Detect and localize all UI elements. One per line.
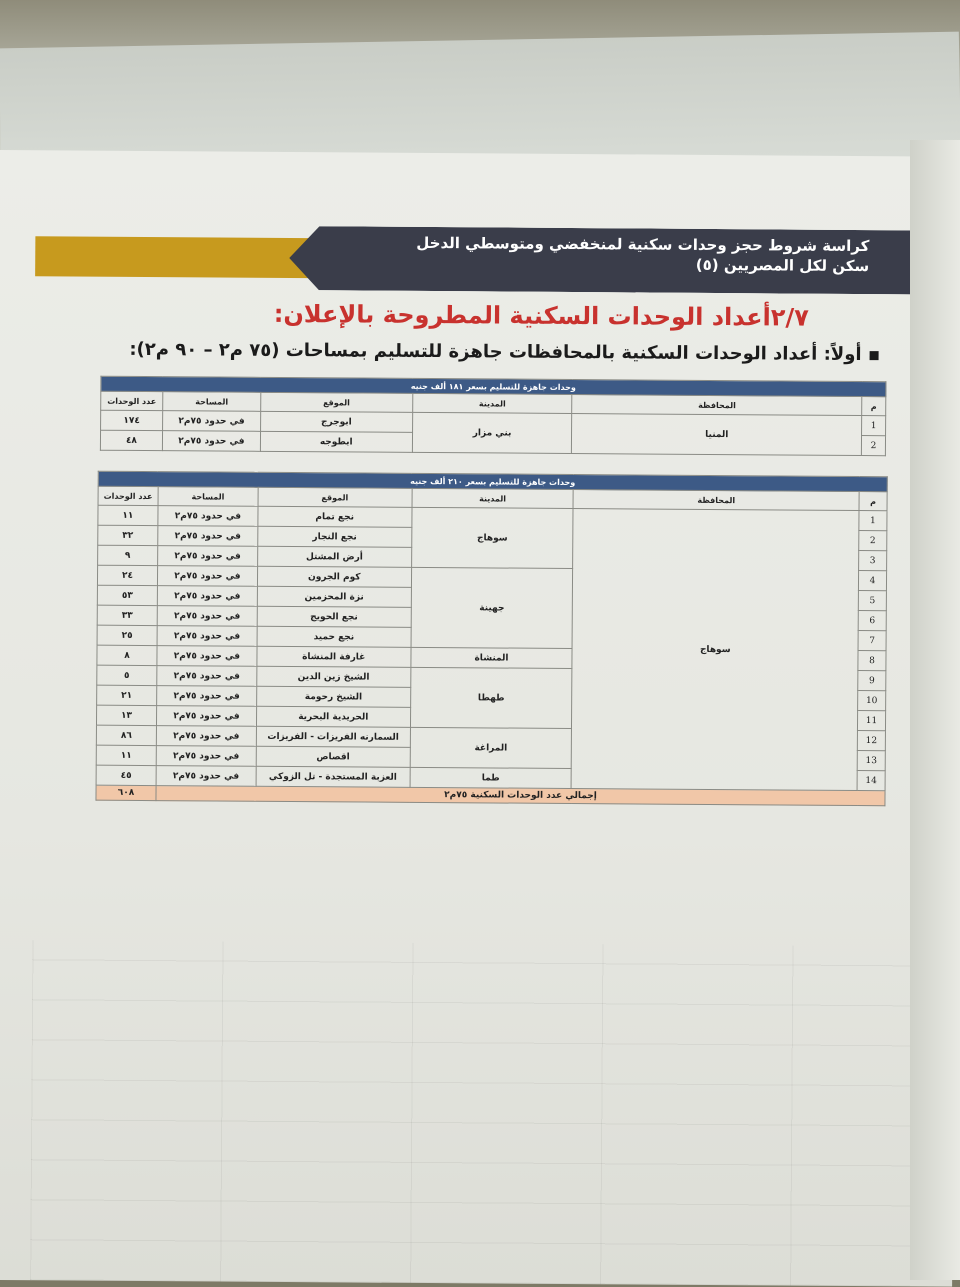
row-number: 2 xyxy=(859,531,887,551)
area-cell: في حدود ٧٥م٢ xyxy=(156,726,256,747)
area-cell: في حدود ٧٥م٢ xyxy=(157,586,257,607)
count-cell: ١٣ xyxy=(96,705,156,725)
total-value: ٦٠٨ xyxy=(96,785,156,800)
count-cell: ٢١ xyxy=(97,685,157,705)
count-cell: ٨٦ xyxy=(96,725,156,745)
site-cell: ابوجرج xyxy=(260,411,412,432)
row-number: 7 xyxy=(858,631,886,651)
governorate-cell: سوهاج xyxy=(572,509,860,791)
count-cell: ١١ xyxy=(98,505,158,525)
count-cell: ٤٥ xyxy=(96,765,156,785)
area-cell: في حدود ٧٥م٢ xyxy=(158,526,258,547)
area-cell: في حدود ٧٥م٢ xyxy=(158,506,258,527)
area-cell: في حدود ٧٥م٢ xyxy=(157,686,257,707)
row-number: 4 xyxy=(858,571,886,591)
table-caption: وحدات جاهزة للتسليم بسعر ١٨١ ألف جنيه xyxy=(101,376,886,396)
row-number: 5 xyxy=(858,591,886,611)
row-number: 9 xyxy=(858,671,886,691)
area-cell: في حدود ٧٥م٢ xyxy=(156,766,256,787)
area-cell: في حدود ٧٥م٢ xyxy=(158,546,258,567)
city-cell: المنشاة xyxy=(411,647,573,668)
document-page xyxy=(0,150,960,1287)
site-cell: ابطوجه xyxy=(260,431,412,452)
city-cell: طهطا xyxy=(410,667,572,728)
bullet-icon xyxy=(870,351,879,360)
units-table-minya xyxy=(100,376,887,456)
total-label: إجمالي عدد الوحدات السكنية ٧٥م٢ xyxy=(156,786,885,806)
site-cell: الشيخ رحومة xyxy=(256,686,410,707)
col-header: عدد الوحدات xyxy=(98,486,158,505)
table-caption: وحدات جاهزة للتسليم بسعر ٢١٠ ألف جنيه xyxy=(98,471,887,492)
site-cell: أرض المشتل xyxy=(257,546,411,567)
col-header: الموقع xyxy=(258,487,412,507)
units-table-sohag xyxy=(95,471,887,807)
site-cell: نجع تمام xyxy=(258,506,412,527)
count-cell: ١١ xyxy=(96,745,156,765)
area-cell: في حدود ٧٥م٢ xyxy=(162,431,260,452)
count-cell: ٥٣ xyxy=(97,585,157,605)
site-cell: السمارنه الفريزات - الفريزات xyxy=(256,726,410,747)
area-cell: في حدود ٧٥م٢ xyxy=(157,606,257,627)
header-text xyxy=(349,232,869,276)
row-number: 10 xyxy=(858,691,886,711)
blank-grid-area xyxy=(30,940,912,1286)
col-header: م xyxy=(862,397,886,416)
col-header: المساحة xyxy=(163,392,261,412)
count-cell: ٤٨ xyxy=(100,430,162,450)
col-header: عدد الوحدات xyxy=(101,391,163,410)
site-cell: غارفة المنشاة xyxy=(257,646,411,667)
area-cell: في حدود ٧٥م٢ xyxy=(156,706,256,727)
area-cell: في حدود ٧٥م٢ xyxy=(157,566,257,587)
col-header: المدينة xyxy=(412,488,574,508)
site-cell: نجع الحويج xyxy=(257,606,411,627)
row-number: 14 xyxy=(857,770,885,790)
row-number: 11 xyxy=(857,711,885,731)
col-header: م xyxy=(859,492,887,511)
count-cell: ٩ xyxy=(98,545,158,565)
col-header: المحافظة xyxy=(572,395,862,416)
governorate-cell: المنيا xyxy=(572,414,862,456)
city-cell: سوهاج xyxy=(411,507,573,568)
count-cell: ٢٤ xyxy=(97,565,157,585)
row-number: 8 xyxy=(858,651,886,671)
site-cell: نجع حميد xyxy=(257,626,411,647)
site-cell: الحريدية البحرية xyxy=(256,706,410,727)
site-cell: العزبة المستجدة - تل الزوكي xyxy=(256,766,410,787)
row-number: 3 xyxy=(859,551,887,571)
section-title: ٢/٧أعداد الوحدات السكنية المطروحة بالإعلان: xyxy=(273,299,809,332)
city-cell: المراغة xyxy=(410,727,572,768)
row-number: 13 xyxy=(857,751,885,771)
area-cell: في حدود ٧٥م٢ xyxy=(163,411,261,432)
col-header: المساحة xyxy=(158,487,258,507)
city-cell: جهينة xyxy=(411,567,573,648)
count-cell: ٥ xyxy=(97,665,157,685)
row-number: 2 xyxy=(861,436,885,456)
site-cell: كوم الجرون xyxy=(257,566,411,587)
row-number: 12 xyxy=(857,731,885,751)
col-header: المحافظة xyxy=(573,490,859,511)
area-cell: في حدود ٧٥م٢ xyxy=(156,746,256,767)
count-cell: ٣٣ xyxy=(97,605,157,625)
header-line-2: سكن لكل المصريين (٥) xyxy=(695,255,870,276)
subtitle xyxy=(129,339,878,365)
site-cell: نزة المحزمين xyxy=(257,586,411,607)
count-cell: ٨ xyxy=(97,645,157,665)
area-cell: في حدود ٧٥م٢ xyxy=(157,646,257,667)
city-cell: بني مزار xyxy=(412,412,572,453)
row-number: 1 xyxy=(862,416,886,436)
col-header: المدينة xyxy=(412,393,572,413)
city-cell: طما xyxy=(410,767,572,788)
row-number: 6 xyxy=(858,611,886,631)
count-cell: ٢٥ xyxy=(97,625,157,645)
row-number: 1 xyxy=(859,511,887,531)
subtitle-text: أولاً: أعداد الوحدات السكنية بالمحافظات جاهزة للتسليم بمساحات (٧٥ م٢ – ٩٠ م٢): xyxy=(129,338,862,366)
area-cell: في حدود ٧٥م٢ xyxy=(157,626,257,647)
site-cell: اقصاص xyxy=(256,746,410,767)
facing-page-edge xyxy=(910,140,960,1280)
header-line-1: كراسة شروط حجز وحدات سكنية لمنخفضي ومتوسطي الدخل xyxy=(416,233,870,256)
site-cell: نجع النجار xyxy=(258,526,412,547)
count-cell: ١٧٤ xyxy=(101,410,163,430)
site-cell: الشيخ زين الدين xyxy=(257,666,411,687)
count-cell: ٣٢ xyxy=(98,525,158,545)
col-header: الموقع xyxy=(261,392,413,412)
area-cell: في حدود ٧٥م٢ xyxy=(157,666,257,687)
